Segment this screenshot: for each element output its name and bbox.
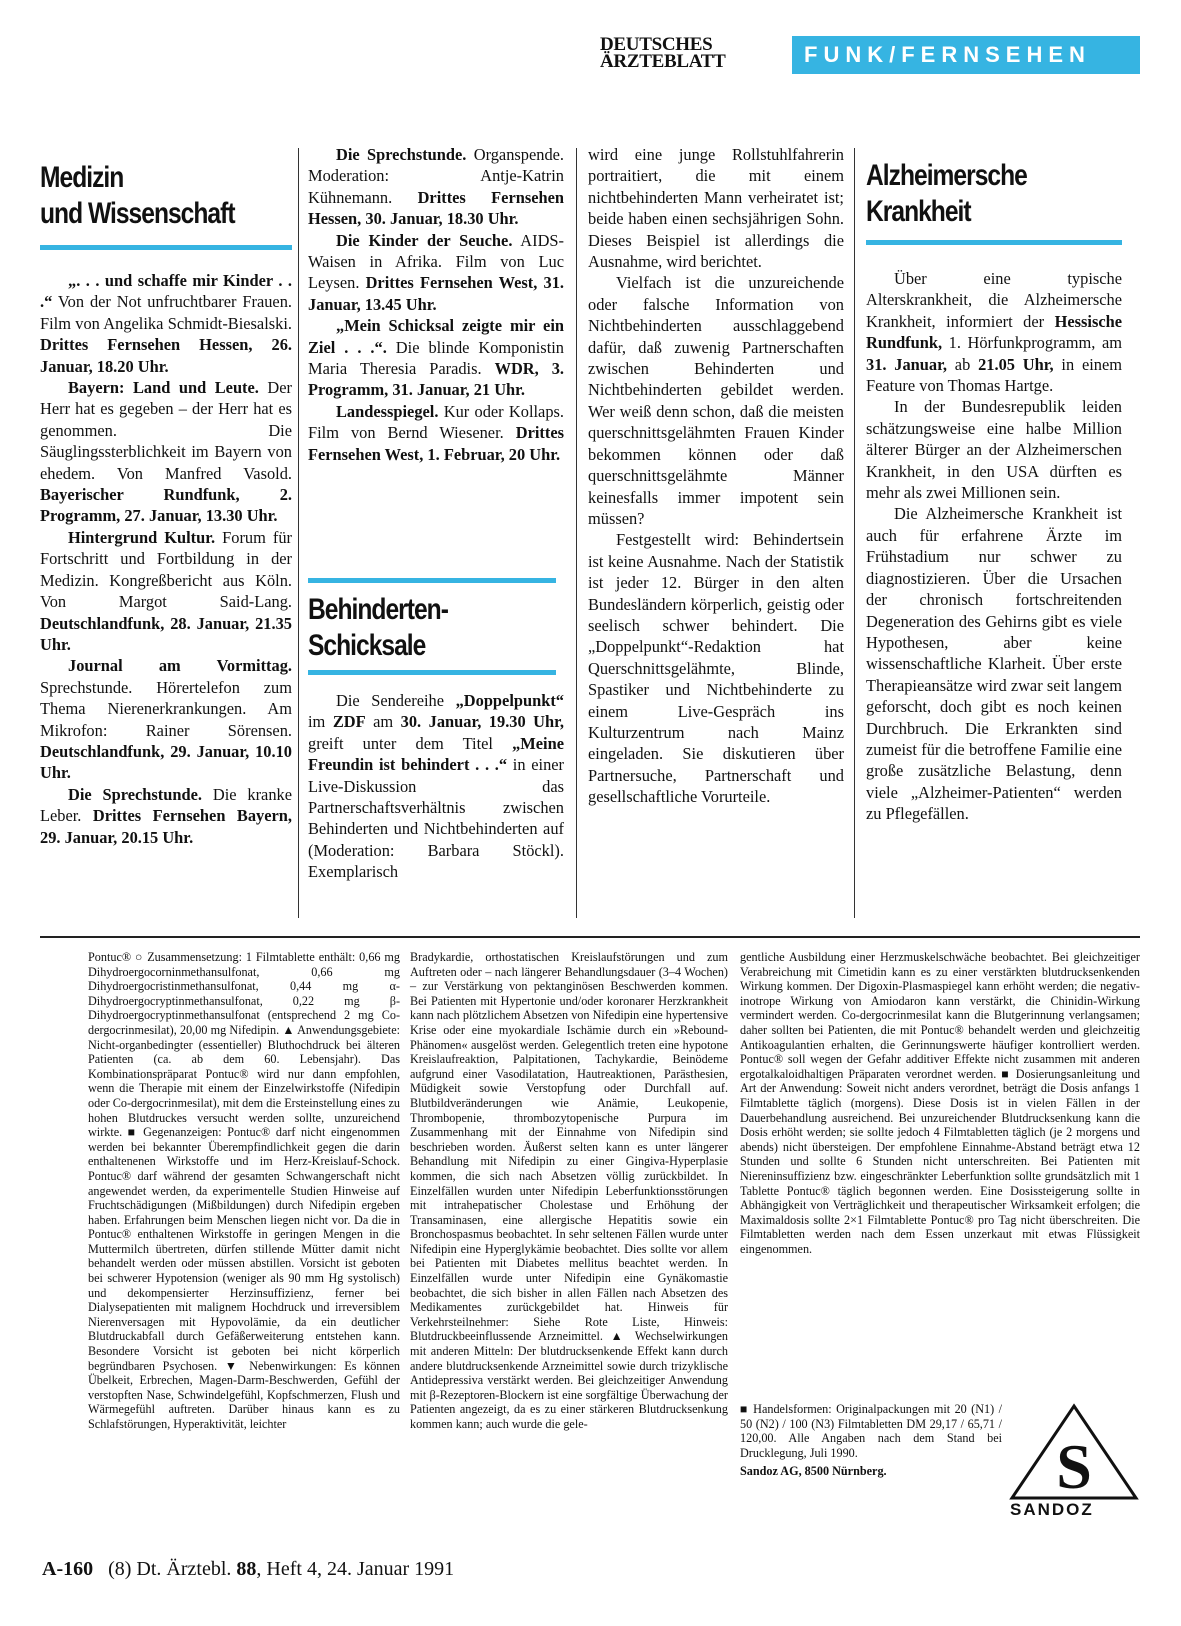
heading-line: und Wissenschaft (40, 197, 235, 230)
bold-text: Drittes Fernsehen Bayern, 29. Januar, 20.15 Uhr. (40, 806, 292, 847)
paragraph (40, 655, 292, 783)
footer-issue: , Heft 4, 24. Januar 1991 (256, 1558, 455, 1580)
paragraph (40, 784, 292, 848)
logo-letter: S (1056, 1431, 1092, 1502)
heading-bar (308, 578, 556, 583)
ad-text: gentliche Ausbildung einer Herzmuskelschwäche beobachtet. Bei gleichzeitiger Verabreichung mit Cimetidin kann es zu einer verstärkten blutdrucksenkenden Wirkung kommen. Der Digoxin-Plasmaspiegel kann erhöht werden; die negativ-inotrope Wirkung von Amiodaron kann verstärkt, die Chinidin-Wirkung vermindert werden. Co-dergocrinmesilat kann die Blutgerinnung verlangsamen; daher sollten bei Patienten, die mit Pontuc® behandelt werden und gleichzeitig Antikoagulantien erhalten, die Gerinnungswerte häufiger kontrolliert werden. Pontuc® soll wegen der Gefahr additiver Effekte nicht zusammen mit anderen ergotalkaloidhaltigen Präparaten verordnet werden. ■ Dosierungsanleitung und Art der Anwendung: Soweit nicht anders verordnet, beträgt die Dosis anfangs 1 Filmtablette täglich (morgens). Diese Dosis ist in vielen Fällen in der Dauerbehandlung ausreichend. Bei unzureichender Blutdrucksenkung kann die Dosis erhöht werden; sie sollte jedoch 4 Filmtabletten täglich (je 2 morgens und abends) nicht übersteigen. Der empfohlene Einnahme-Abstand beträgt etwa 12 Stunden und sollte 6 Stunden nicht unterschreiten. Bei Patienten mit Niereninsuffizienz bzw. eingeschränkter Leberfunktion sollte grundsätzlich mit 1 Tablette Pontuc® täglich begonnen werden. Eine Dosissteigerung sollte in Abhängigkeit von Verträglichkeit und therapeutischer Wirksamkeit erfolgen; die Maximaldosis sollte 2×1 Filmtablette Pontuc® pro Tag nicht überschreiten. Die Filmtabletten werden nach dem Essen unzerkaut mit etwas Flüssigkeit eingenommen. (740, 950, 1140, 1256)
column-rule (576, 148, 577, 918)
heading-line: Medizin (40, 161, 124, 194)
text: Die blinde Komponistin Maria Theresia Paradis. (308, 337, 564, 379)
bold-text: WDR, 3. Programm, 31. Januar, 21 Uhr. (308, 359, 564, 400)
heading-alzheimer (866, 158, 1071, 230)
heading-bar (40, 245, 292, 250)
text: Über eine typische Alterskrankheit, die Alzheimersche Krankheit, informiert der (866, 269, 1122, 331)
paragraph: Vielfach ist die unzureichende oder falsche Information von Nichtbehinderten ausschlaggebend dafür, daß zuwenig Partnerschaften zwischen Behinderten und Nichtbehinderten gebildet werden. Wer weiß denn schon, daß die meisten querschnittsgelähmten Frauen Kinder bekommen können oder daß querschnittsgelähmte Männer keinesfalls immer impotent sein müssen? (588, 273, 844, 528)
bold-text: Bayerischer Rundfunk, 2. Programm, 27. Januar, 13.30 Uhr. (40, 485, 292, 526)
heading-behinderten-wrap (308, 592, 558, 664)
text: 1. Hörfunkprogramm, am (942, 333, 1122, 353)
column-rule (854, 148, 855, 918)
bold-text: „. . . und schaffe mir Kinder . . .“ (40, 271, 292, 312)
ad-company: Sandoz AG, 8500 Nürnberg. (740, 1464, 887, 1479)
ad-text: ■ Handelsformen: Originalpackungen mit 20 (N1) / 50 (N2) / 100 (N3) Filmtabletten DM 29,17 / 65,71 / 120,00. Alle Angaben nach dem Stand bei Drucklegung, Juli 1990. (740, 1402, 1002, 1460)
heading-behinderten (308, 592, 513, 664)
paragraph: wird eine junge Rollstuhlfahrerin portraitiert, die mit einem nichtbehinderten Mann verheiratet ist; beide haben einen sechsjährigen Sohn. Dieses Beispiel ist allerdings die Ausnahme, wird berichtet. (588, 145, 844, 272)
bold-text: ZDF (332, 712, 366, 732)
paragraph (308, 401, 564, 465)
ad-column-2 (410, 950, 728, 1432)
bold-text: Drittes Fernsehen Hessen, 30. Januar, 18.30 Uhr. (308, 187, 565, 229)
bold-text: Landesspiegel. (336, 401, 439, 421)
bold-text: Deutschlandfunk, 29. Januar, 10.10 Uhr. (40, 741, 292, 783)
column-2-article (308, 690, 564, 883)
sandoz-logo (1008, 1402, 1140, 1502)
bold-text: Bayern: Land und Leute. (68, 378, 259, 398)
bold-text: Hintergrund Kultur. (68, 527, 216, 547)
paragraph: In der Bundesrepublik leiden schätzungsweise eine halbe Million älterer Bürger an der Alzheimerschen Krankheit, in den USA dürften es mehr als zwei Millionen sein. (866, 397, 1122, 503)
paragraph (40, 270, 292, 377)
bold-text: 31. Januar, (866, 354, 947, 374)
paragraph (308, 315, 564, 401)
text: ab (946, 354, 979, 374)
text: Organspende. Moderation: Antje-Katrin Kühnemann. (308, 145, 565, 207)
column-4-text (866, 268, 1122, 825)
masthead-line1: DEUTSCHES (600, 34, 713, 55)
text: im (308, 712, 333, 732)
column-3-text (588, 144, 844, 808)
bold-text: 30. Januar, 19.30 Uhr, (400, 712, 565, 732)
column-1 (40, 160, 290, 232)
heading-line: Alzheimersche (866, 159, 1027, 192)
ad-column-3-bottom (740, 1402, 1002, 1479)
text: Sprechstunde. Hörertelefon zum Thema Nierenerkrankungen. Am Mikrofon: Rainer Sörensen. (40, 677, 292, 740)
text: Forum für Fortschritt und Fortbildung in der Medizin. Kongreßbericht aus Köln. Von Margot Said-Lang. (40, 527, 292, 612)
bold-text: Deutschlandfunk, 28. Januar, 21.35 Uhr. (40, 613, 292, 654)
column-2-text (308, 144, 564, 465)
ad-text: Bradykardie, orthostatischen Kreislaufstörungen und zum Auftreten oder – nach längerer Behandlungsdauer (3–4 Wochen) – zur Verstärkung von pektanginösen Beschwerden kommen. Bei Patienten mit Hypertonie und/oder koronarer Herzkrankheit kann nach plötzlichem Absetzen von Nifedipin eine hypertensive Krise oder eine myokardiale Ischämie durch ein »Rebound-Phänomen« ausgelöst werden. Gelegentlich treten eine hypotone Kreislaufreaktion, Palpitationen, Tachykardie, Beinödeme aufgrund einer Vasodilatation, Hautreaktionen, Parästhesien, Müdigkeit sowie Verstopfung oder Durchfall auf. Blutbildveränderungen wie Anämie, Leukopenie, Thrombopenie, thrombozytopenische Purpura im Zusammenhang mit der Einnahme von Nifedipin sind beschrieben worden. Äußerst selten kann es unter längerer Behandlung mit Nifedipin zu einer Gingiva-Hyperplasie kommen, die sich nach Absetzen völlig zurückbildet. In Einzelfällen wurden unter Nifedipin Leberfunktionsstörungen mit intrahepatischer Cholestase und Erhöhung der Transaminasen, eine allergische Hepatitis sowie ein Bronchospasmus beobachtet. In sehr seltenen Fällen wurde unter Nifedipin eine Hyperglykämie beobachtet. Dies sollte vor allem bei Patienten mit Diabetes mellitus beachtet werden. In Einzelfällen wurde unter Nifedipin eine Gynäkomastie beobachtet, die sich bisher in allen Fällen nach Absetzen des Medikamentes zurückgebildet hat. Hinweis für Verkehrsteilnehmer: Siehe Rote Liste, Hinweis: Blutdruckbeeinflussende Arzneimittel. ▲ Wechselwirkungen mit anderen Mitteln: Der blutdrucksenkende Effekt kann durch andere blutdrucksenkende Arzneimittel sowie durch trizyklische Antidepressiva verstärkt werden. Bei gleichzeitiger Anwendung mit β-Rezeptoren-Blockern ist eine sorgfältige Überwachung der Patienten angezeigt, da es zu einer stärkeren Blutdrucksenkung kommen kann; auch wurde die gele- (410, 950, 728, 1431)
paragraph (866, 268, 1122, 396)
column-4 (866, 158, 1116, 230)
paragraph (308, 230, 564, 316)
paragraph: Festgestellt wird: Behindertsein ist keine Ausnahme. Nach der Statistik ist jeder 12. Bürger in den alten Bundesländern körperlich, geistig oder seelisch schwer behindert. Die „Doppelpunkt“-Redaktion hat Querschnittsgelähmte, Blinde, Spastiker und Nichtbehinderte zu einem Live-Gespräch ins Kulturzentrum nach Mainz eingeladen. Sie diskutieren über Partnersuche, Partnerschaft und gesellschaftliche Vorurteile. (588, 530, 844, 807)
heading-bar (308, 670, 556, 675)
section-tag: FUNK/FERNSEHEN (792, 36, 1140, 74)
ad-column-3 (740, 950, 1140, 1256)
heading-bar (866, 240, 1122, 245)
paragraph (40, 377, 292, 527)
bold-text: „Doppelpunkt“ (455, 691, 564, 710)
bold-text: „Mein Schicksal zeigte mir ein Ziel . . .“. (308, 316, 564, 357)
heading-line: Behinderten- (308, 593, 448, 626)
text: AIDS-Waisen in Afrika. Film von Luc Leysen. (308, 230, 564, 293)
page-number: A-160 (42, 1558, 94, 1580)
text: in einer Live-Diskussion das Partnerschaftsverhältnis zwischen Behinderten und Nichtbehinderten auf (Moderation: Barbara Stöckl). Exemplarisch (308, 755, 565, 882)
footer-volume: 88 (236, 1558, 257, 1580)
text: in einem Feature von Thomas Hartge. (866, 354, 1123, 396)
paragraph (308, 690, 564, 883)
text: Kur oder Kollaps. Film von Bernd Wiesener. (308, 401, 564, 443)
paragraph: Die Alzheimersche Krankheit ist auch für erfahrene Ärzte im Frühstadium nur schwer zu diagnostizieren. Über die Ursachen der chronisch fortschreitenden Degeneration des Gehirns gibt es viele Hypothesen, aber keine wissenschaftliche Klarheit. Über erste Therapieansätze wird zwar seit langem geforscht, doch gibt es noch keinen Durchbruch. Die Erkrankten sind zumeist für die betroffene Familie eine große zusätzliche Belastung, denn viele „Alzheimer-Patienten“ werden zu Pflegefällen. (866, 504, 1122, 824)
text: Der Herr hat es gegeben – der Herr hat es genommen. Die Säuglingssterblichkeit im Bayern von ehedem. Von Manfred Vasold. (40, 378, 292, 483)
column-rule (298, 148, 299, 918)
text: Die kranke Leber. (40, 784, 292, 826)
text: greift unter dem Titel (308, 733, 513, 753)
bold-text: „Meine Freundin ist behindert . . .“ (308, 733, 564, 775)
ad-text: Pontuc® ○ Zusammensetzung: 1 Filmtablette enthält: 0,66 mg Dihydroergocorninmethansulfonat, 0,66 mg Dihydroergocristinmethansulfonat, 0,44 mg α-Dihydroergocryptinmethansulfonat, 0,22 mg β-Dihydroergocryptinmethansulfonat (entsprechend 2 mg Co-dergocrinmesilat), 20,00 mg Nifedipin. ▲ Anwendungsgebiete: Nicht-organbedingter (essentieller) Bluthochdruck bei älteren Patienten (ca. ab dem 60. Lebensjahr). Das Kombinationspräparat Pontuc® wird nur dann empfohlen, wenn die Therapie mit einem der Einzelwirkstoffe (Nifedipin oder Co-dergocrinmesilat), mit dem die Ersteinstellung eines zu hohen Blutdruckes versucht werden sollte, unzureichend wirkte. ■ Gegenanzeigen: Pontuc® darf nicht eingenommen werden bei bekannter Überempfindlichkeit gegen die darin enthaltenenen Wirkstoffe und im Herz-Kreislauf-Schock. Pontuc® darf während der gesamten Schwangerschaft nicht angewendet werden, da experimentelle Studien Hinweise auf Fruchtschädigungen (Mißbildungen) durch Nifedipin ergeben haben. Erfahrungen beim Menschen liegen nicht vor. Da die in Pontuc® enthaltenen Wirkstoffe in geringen Mengen in die Muttermilch übertreten, dürfen stillende Mütter damit nicht behandelt werden oder müssen abstillen. Vorsicht ist geboten bei schwerer Hypotension (weniger als 90 mm Hg systolisch) und dekompensierter Herzinsuffizienz, ferner bei Dialysepatienten mit malignem Hochdruck und irreversiblem Nierenversagen mit Hypovolämie, da ein deutlicher Blutdruckabfall durch Gefäßerweiterung entstehen kann. Besondere Vorsicht ist geboten bei nicht körperlich begründbaren Psychosen. ▼ Nebenwirkungen: Es können Übelkeit, Erbrechen, Magen-Darm-Beschwerden, Gefühl der verstopften Nase, Schwindelgefühl, Kopfschmerzen, Flush und Wärmegefühl auftreten. Darüber hinaus kann es zu Schlafstörungen, Hyperaktivität, leichter (88, 950, 400, 1431)
page-footer (42, 1558, 454, 1581)
heading-line: Schicksale (308, 629, 426, 662)
column-1-text (40, 270, 292, 848)
paragraph (40, 527, 292, 655)
bold-text: Journal am Vormittag. (68, 656, 292, 676)
bold-text: Die Kinder der Seuche. (336, 230, 513, 250)
bold-text: 21.05 Uhr, (978, 354, 1054, 374)
footer-text: (8) Dt. Ärztebl. (108, 1558, 237, 1580)
ad-column-1 (88, 950, 400, 1432)
text: Die Sendereihe (336, 691, 456, 710)
bold-text: Die Sprechstunde. (336, 145, 467, 164)
ad-separator (40, 936, 1140, 938)
bold-text: Drittes Fernsehen Hessen, 26. Januar, 18.20 Uhr. (40, 335, 292, 376)
paragraph (308, 144, 564, 230)
bold-text: Drittes Fernsehen West, 31. Januar, 13.45 Uhr. (308, 273, 564, 314)
bold-text: Drittes Fernsehen West, 1. Februar, 20 Uhr. (308, 423, 564, 464)
heading-line: Krankheit (866, 195, 971, 228)
sandoz-wordmark: SANDOZ (1010, 1500, 1094, 1519)
masthead (600, 36, 725, 70)
heading-medizin (40, 160, 245, 232)
masthead-line2: ÄRZTEBLATT (600, 51, 726, 72)
text: am (365, 712, 401, 732)
bold-text: Die Sprechstunde. (68, 784, 202, 804)
bold-text: Hessische Rundfunk, (866, 311, 1122, 353)
text: Von der Not unfruchtbarer Frauen. Film von Angelika Schmidt-Biesalski. (40, 292, 292, 333)
